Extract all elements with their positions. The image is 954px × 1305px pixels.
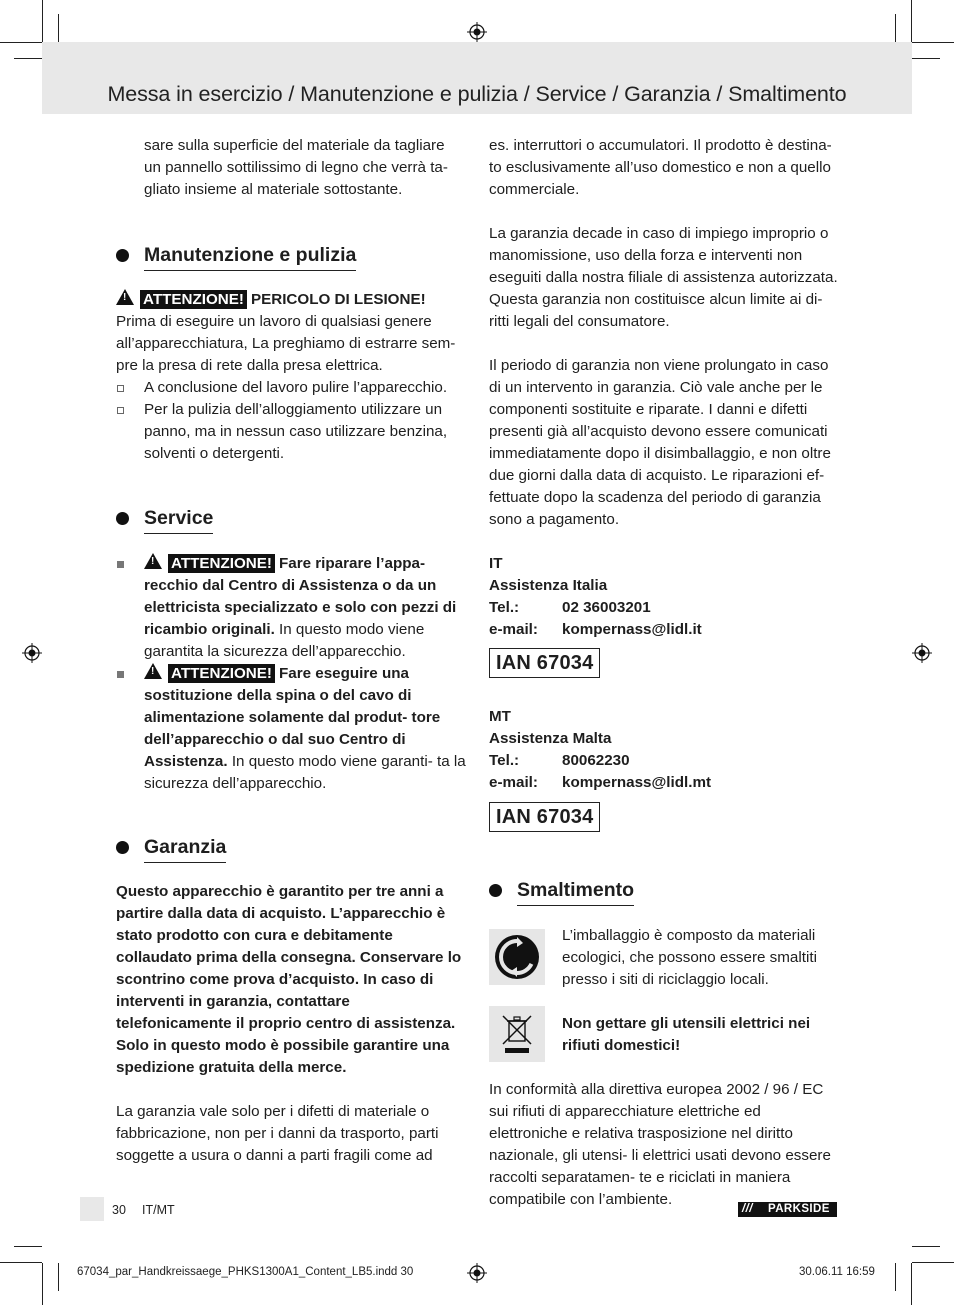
registration-mark-icon — [467, 22, 487, 42]
checkbox-bullet-icon — [117, 407, 124, 414]
list-item: !ATTENZIONE! Fare riparare l’appa- recchio dal Centro di Assistenza o da un elettricista specializzato e solo con pezzi di ricambio originali. In questo modo viene garantita la sicurezza dell’apparecchio. — [116, 553, 468, 663]
ian-box: IAN 67034 — [489, 802, 600, 832]
warranty-section — [116, 881, 468, 1167]
list-item: Per la pulizia dell’alloggiamento utilizzare un panno, ma in nessun caso utilizzare benzina, solventi o detergenti. — [116, 399, 468, 465]
section-heading-service: Service — [144, 505, 213, 534]
maintenance-section — [116, 289, 468, 465]
crossed-bin-icon — [489, 1006, 545, 1062]
square-bullet-icon — [117, 561, 124, 568]
file-slug: 67034_par_Handkreissaege_PHKS1300A1_Content_LB5.indd 30 — [77, 1266, 414, 1278]
warranty-continued: es. interruttori o accumulatori. Il prodotto è destina- to esclusivamente all’uso domestico e non a quello commerciale. La garanzia decade in caso di impiego improprio o manomissione, uso della forza e interventi non eseguiti dalla nostra filiale di assistenza autorizzata. Questa garanzia non costituisce alcun limite ai di- ritti legali del consumatore. Il periodo di garanzia non viene prolungato in caso di un intervento in garanzia. Ciò vale anche per le componenti sostituite e riparate. I danni e difetti presenti già all’acquisto devono essere comunicati immediatamente dopo il disimballaggio, e non oltre due giorni dalla data di acquisto. Le riparazioni ef- fettuate dopo la scadenza del periodo di garanzia sono a pagamento. — [489, 137, 838, 528]
packaging-text: L’imballaggio è composto da materiali ecologici, che possono essere smaltiti presso i siti di riciclaggio locali. — [562, 927, 817, 988]
page-number: 30 — [112, 1203, 126, 1217]
list-item: !ATTENZIONE! Fare eseguire una sostituzione della spina o del cavo di alimentazione solamente dal produt- tore dell’apparecchio o dal suo Centro di Assistenza. In questo modo viene garanti- ta la sicurezza dell’apparecchio. — [116, 663, 468, 795]
section-heading-maintenance: Manutenzione e pulizia — [144, 242, 356, 271]
page-title: Messa in esercizio / Manutenzione e pulizia / Service / Garanzia / Smaltimento — [107, 82, 847, 106]
attention-badge: ATTENZIONE! — [168, 664, 275, 683]
attention-badge: ATTENZIONE! — [168, 554, 275, 573]
phone-number: 02 36003201 — [562, 599, 651, 616]
service-section — [116, 553, 468, 795]
date-slug: 30.06.11 16:59 — [799, 1266, 875, 1278]
email-address: kompernass@lidl.it — [562, 621, 702, 638]
maintenance-body: Prima di eseguire un lavoro di qualsiasi genere all’apparecchiatura, La preghiamo di estrarre sem- pre la presa di rete dalla presa elettrica. — [116, 313, 456, 374]
warning-line — [116, 289, 468, 311]
intro-text: sare sulla superficie del materiale da tagliare un pannello sottilissimo di legno che verrà ta- gliato insieme al materiale sottostante. — [144, 137, 448, 198]
section-heading-warranty: Garanzia — [144, 834, 226, 863]
list-item: A conclusione del lavoro pulire l’apparecchio. — [116, 377, 468, 399]
page-number-box — [80, 1197, 104, 1221]
attention-badge: ATTENZIONE! — [140, 290, 247, 309]
registration-mark-icon — [22, 643, 42, 663]
email-address: kompernass@lidl.mt — [562, 774, 712, 791]
section-bullet — [116, 249, 129, 262]
checkbox-bullet-icon — [117, 385, 124, 392]
section-bullet — [116, 841, 129, 854]
warning-title: PERICOLO DI LESIONE! — [250, 291, 426, 308]
green-dot-recycle-icon — [489, 929, 545, 985]
contact-malta: MT Assistenza Malta Tel.: 80062230 e-mail: kompernass@lidl.mt — [489, 708, 712, 791]
language-code: IT/MT — [142, 1203, 175, 1217]
section-heading-disposal: Smaltimento — [517, 877, 634, 906]
no-household-waste-text: Non gettare gli utensili elettrici nei rifiuti domestici! — [562, 1015, 811, 1054]
ian-box: IAN 67034 — [489, 648, 600, 678]
warranty-text: La garanzia vale solo per i difetti di materiale o fabbricazione, non per i danni da trasporto, parti soggette a usura o danni a parti fragili come ad — [116, 1103, 439, 1164]
warning-triangle-icon — [116, 289, 134, 305]
registration-mark-icon — [912, 643, 932, 663]
directive-text: In conformità alla direttiva europea 2002 / 96 / EC sui rifiuti di apparecchiature elettriche ed elettroniche e relativa trasposizione nel diritto nazionale, gli utensi- li elettrici usati devono essere raccolti separatamen- te e riciclati in maniera compatibile con l’ambiente. — [489, 1081, 831, 1208]
contact-italy: IT Assistenza Italia Tel.: 02 36003201 e-mail: kompernass@lidl.it — [489, 555, 702, 638]
section-bullet — [116, 512, 129, 525]
warranty-bold-text: Questo apparecchio è garantito per tre anni a partire dalla data di acquisto. L’apparecchio è stato prodotto con cura e debitamente collaudato prima della consegna. Conservare lo scontrino come prova d’acquisto. In caso di interventi in garanzia, contattare telefonicamente il proprio centro di assistenza. Solo in questo modo è possibile garantire una spedizione gratuita della merce. — [116, 883, 462, 1076]
section-bullet — [489, 884, 502, 897]
page-header — [42, 42, 912, 114]
square-bullet-icon — [117, 671, 124, 678]
warning-triangle-icon — [144, 663, 162, 679]
warning-triangle-icon — [144, 553, 162, 569]
registration-mark-icon — [467, 1263, 487, 1283]
phone-number: 80062230 — [562, 752, 630, 769]
brand-logo: /// PARKSIDE — [738, 1202, 837, 1217]
